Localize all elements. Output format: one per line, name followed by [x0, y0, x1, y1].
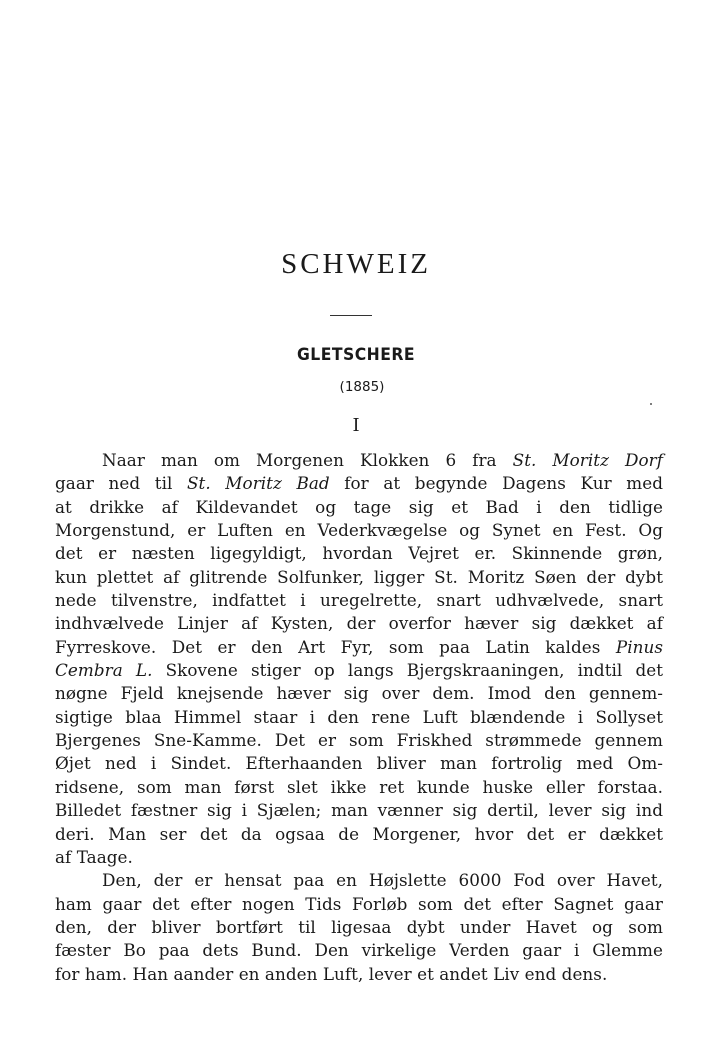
text-line: [55, 519, 663, 542]
text-line: [55, 706, 663, 729]
text-line: [55, 916, 663, 939]
text-run: Billedet fæstner sig i Sjælen; man vænner sig dertil, lever sig ind: [55, 800, 663, 821]
chapter-title: SCHWEIZ: [281, 248, 431, 280]
text-run: nede tilvenstre, indfattet i uregelrette, snart udhvælvede, snart: [55, 590, 663, 611]
text-run: Den, der er hensat paa en Højslette 6000 Fod over Havet,: [102, 870, 663, 891]
italic-text: Pinus: [615, 636, 663, 657]
italic-text: St. Moritz Dorf: [512, 450, 664, 470]
text-run: ridsene, som man først slet ikke ret kunde huske eller forstaa.: [55, 776, 663, 797]
text-run: Bjergenes Sne-Kamme. Det er som Friskhed strømmede gennem: [55, 730, 663, 751]
italic-text: St. Moritz Bad: [187, 473, 330, 494]
text-run: for ham. Han aander en anden Luft, lever et andet Liv end dens.: [55, 963, 608, 984]
text-line: [55, 449, 663, 472]
text-run: indhvælvede Linjer af Kysten, der overfor hæver sig dækket af: [55, 613, 663, 634]
section-number: I: [352, 415, 360, 436]
text-run: Naar man om Morgenen Klokken 6 fra: [102, 450, 513, 470]
text-line: [55, 612, 663, 635]
text-line: [55, 659, 663, 682]
section-subtitle: GLETSCHERE: [296, 345, 415, 365]
text-line: [55, 752, 663, 775]
text-run: at drikke af Kildevandet og tage sig et Bad i den tidlige: [55, 496, 663, 517]
text-run: Morgenstund, er Luften en Vederkvægelse og Synet en Fest. Og: [55, 520, 663, 541]
text-line: [55, 799, 663, 822]
text-run: af Taage.: [55, 846, 133, 867]
body-text: [55, 449, 663, 986]
text-run: nøgne Fjeld knejsende hæver sig over dem. Imod den gennem-: [55, 683, 663, 704]
text-line: [55, 963, 663, 986]
year-note: (1885): [339, 379, 385, 395]
text-line: [55, 869, 663, 892]
text-line: [55, 776, 663, 799]
italic-text: Cembra L.: [55, 660, 153, 681]
text-run: deri. Man ser det da ogsaa de Morgener, hvor det er dækket: [55, 823, 663, 844]
text-run: Fyrreskove. Det er den Art Fyr, som paa Latin kaldes: [55, 636, 616, 657]
text-run: det er næsten ligegyldigt, hvordan Vejret er. Skinnende grøn,: [55, 543, 663, 564]
text-line: [55, 589, 663, 612]
text-run: kun plettet af glitrende Solfunker, ligger St. Moritz Søen der dybt: [55, 566, 663, 587]
text-line: [55, 496, 663, 519]
text-line: [55, 566, 663, 589]
text-line: [55, 893, 663, 916]
text-line: [55, 472, 663, 495]
print-speck: [650, 403, 652, 405]
text-line: [55, 542, 663, 565]
text-line: [55, 729, 663, 752]
text-run: fæster Bo paa dets Bund. Den virkelige Verden gaar i Glemme: [55, 940, 663, 961]
text-run: den, der bliver bortført til ligesaa dybt under Havet og som: [55, 916, 663, 937]
text-line: [55, 636, 663, 659]
text-line: [55, 939, 663, 962]
text-run: gaar ned til: [55, 473, 187, 494]
text-line: [55, 823, 663, 846]
text-run: ham gaar det efter nogen Tids Forløb som det efter Sagnet gaar: [55, 893, 663, 914]
text-run: for at begynde Dagens Kur med: [329, 473, 663, 494]
text-run: Skovene stiger op langs Bjergskraaningen, indtil det: [152, 660, 664, 681]
text-line: [55, 846, 663, 869]
text-run: sigtige blaa Himmel staar i den rene Luft blændende i Sollyset: [55, 706, 663, 727]
text-line: [55, 682, 663, 705]
title-divider: [330, 315, 372, 316]
text-run: Øjet ned i Sindet. Efterhaanden bliver man fortrolig med Om-: [55, 753, 663, 774]
